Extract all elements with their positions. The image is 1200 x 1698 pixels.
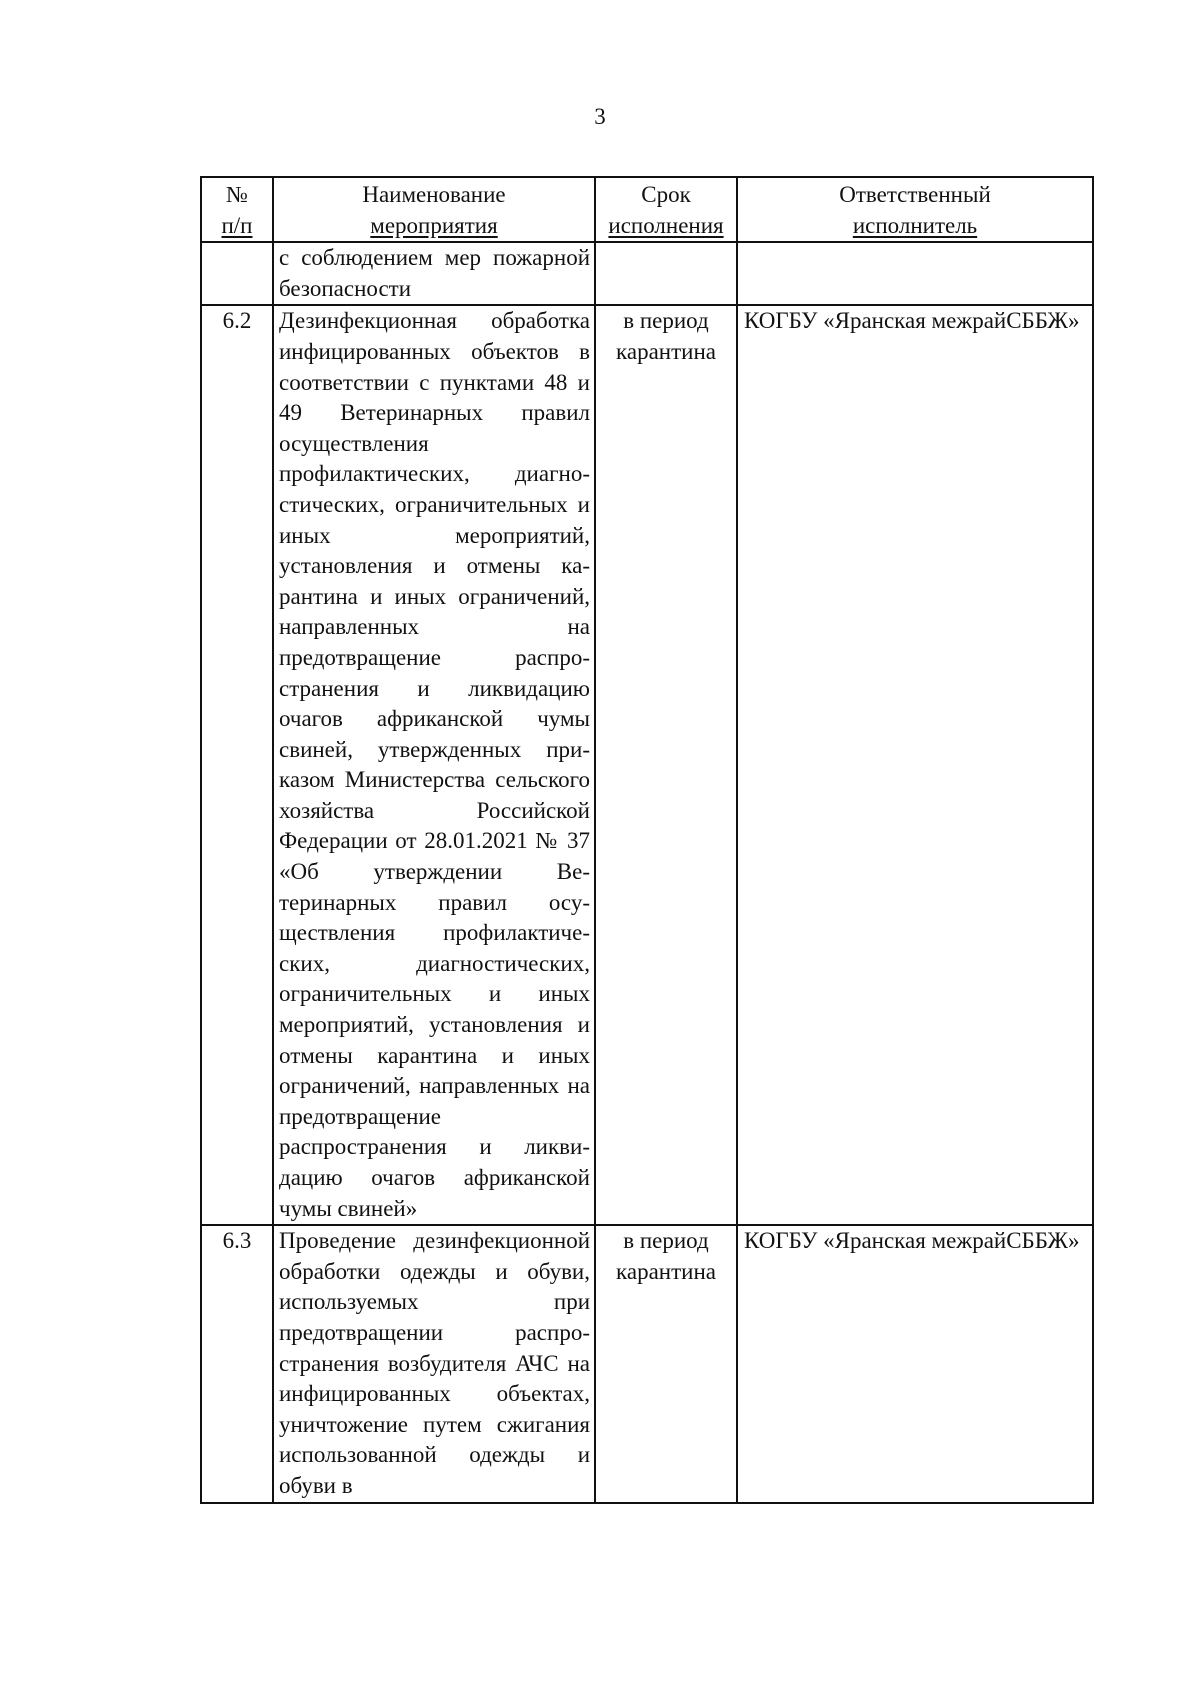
row-responsible: КОГБУ «Яранская межрайСББЖ» — [737, 305, 1093, 1225]
header-name-line2: мероприятия — [370, 212, 498, 238]
header-num — [201, 177, 273, 242]
row-term: в период карантина — [595, 1225, 737, 1503]
header-term-line2: исполнения — [608, 212, 724, 238]
table-header-row — [201, 177, 1093, 242]
row-responsible — [737, 242, 1093, 305]
header-num-line2: п/п — [221, 212, 253, 238]
row-num: 6.3 — [201, 1225, 273, 1503]
row-term: в период карантина — [595, 305, 737, 1225]
page-number: 3 — [594, 104, 606, 129]
header-term-line1: Срок — [641, 182, 691, 207]
table-row — [201, 305, 1093, 1225]
header-responsible-line2: исполнитель — [852, 212, 978, 238]
table-row — [201, 1225, 1093, 1503]
header-term — [595, 177, 737, 242]
header-name — [273, 177, 595, 242]
row-name: с соблюдением мер пожарной безопасности — [273, 242, 595, 305]
plan-table — [200, 176, 1094, 1504]
header-responsible-line1: Ответственный — [839, 182, 991, 207]
row-name: Дезинфекционная обработка инфицированных объектов в соответствии с пунктами 48 и 49 Ветеринарных правил осуществления профилактических, диагностических, ограничительных и иных мероприятий, установления и отмены карантина и иных ограничений, направленных на предотвращение распространения и ликвидацию очагов африканской чумы свиней, утвержденных приказом Министерства сельского хозяйства Российской Федерации от 28.01.2021 № 37 «Об утверждении Ветеринарных правил осуществления профилактических, диагностических, ограничительных и иных мероприятий, установления и отмены карантина и иных ограничений, направленных на предотвращение распространения и ликвидацию очагов африканской чумы свиней» — [273, 305, 595, 1225]
row-num — [201, 242, 273, 305]
row-term — [595, 242, 737, 305]
row-responsible: КОГБУ «Яранская межрайСББЖ» — [737, 1225, 1093, 1503]
header-num-line1: № — [226, 182, 248, 207]
row-name: Проведение дезинфекционной обработки одежды и обуви, используемых при предотвращении распространения возбудителя АЧС на инфицированных объектах, уничтожение путем сжигания использованной одежды и обуви в — [273, 1225, 595, 1503]
header-responsible — [737, 177, 1093, 242]
header-name-line1: Наименование — [362, 182, 506, 207]
table-row — [201, 242, 1093, 305]
row-num: 6.2 — [201, 305, 273, 1225]
